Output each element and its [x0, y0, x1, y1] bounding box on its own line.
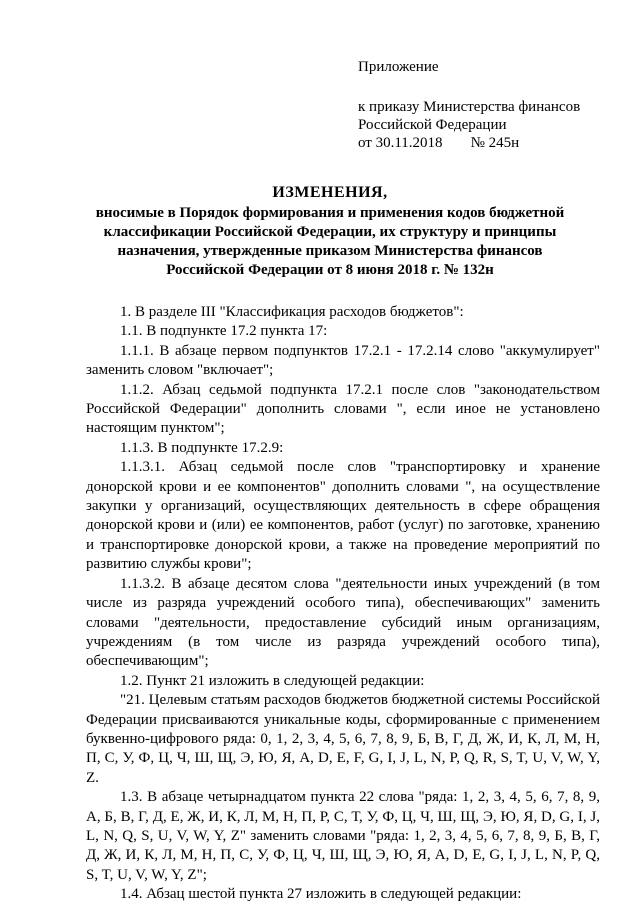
paragraph: 1.1.2. Абзац седьмой подпункта 17.2.1 после слов "законодательством Российской Федерации" дополнить словами ", если иное не установлено настоящим пунктом";	[86, 381, 600, 437]
paragraph: 1.1.3.2. В абзаце десятом слова "деятельности иных учреждений (в том числе из разряда учреждений особого типа), обеспечивающих" заменить словами "деятельности, предоставление субсидий иным организациям, учреждениям (в том числе из разряда учреждений особого типа), обеспечивающим";	[86, 575, 600, 670]
order-date-line	[358, 134, 580, 152]
title-heading: ИЗМЕНЕНИЯ,	[272, 184, 388, 201]
document-body	[86, 303, 600, 905]
paragraph: "21. Целевым статьям расходов бюджетов бюджетной системы Российской Федерации присваиваются уникальные коды, сформированные с применением буквенно-цифрового ряда: 0, 1, 2, 3, 4, 5, 6, 7, 8, 9, Б, В, Г, Д, Ж, И, К, Л, М, Н, П, С, У, Ф, Ц, Ч, Ш, Щ, Э, Ю, Я, A, D, E, F, G, I, J, L, N, P, Q, R, S, T, U, V, W, Y, Z.	[86, 692, 600, 786]
paragraph: 1.1.3. В подпункте 17.2.9:	[120, 439, 284, 456]
document-title	[80, 183, 580, 280]
order-line-1: к приказу Министерства финансов	[358, 99, 581, 115]
title-subtitle: вносимые в Порядок формирования и применения кодов бюджетной классификации Российской Федерации, их структуру и принципы назначения, утвержденные приказом Министерства финансов Российской Федерации от 8 июня 2018 г. № 132н	[95, 205, 565, 278]
paragraph: 1.1. В подпункте 17.2 пункта 17:	[120, 323, 328, 340]
appendix-label: Приложение	[358, 59, 439, 75]
order-number: № 245н	[470, 135, 520, 151]
paragraph: 1.4. Абзац шестой пункта 27 изложить в следующей редакции:	[120, 886, 522, 903]
order-line-2: Российской Федерации	[358, 117, 507, 133]
order-date: от 30.11.2018	[358, 135, 443, 151]
paragraph: 1.1.3.1. Абзац седьмой после слов "транспортировку и хранение донорской крови и ее компонентов" дополнить словами ", на осуществление закупки у организаций, осуществляющих деятельность в сфере обращения донорской крови и (или) ее компонентов, работ (услуг) по заготовке, хранению и транспортировке донорской крови, а также на проведение мероприятий по развитию службы крови";	[86, 459, 600, 573]
paragraph: 1.3. В абзаце четырнадцатом пункта 22 слова "ряда: 1, 2, 3, 4, 5, 6, 7, 8, 9, А, Б, В, Г, Д, Е, Ж, И, К, Л, М, Н, П, Р, С, Т, У, Ф, Ц, Ч, Ш, Щ, Э, Ю, Я, D, G, I, J, L, N, Q, S, U, V, W, Y, Z" заменить словами "ряда: 1, 2, 3, 4, 5, 6, 7, 8, 9, Б, В, Г, Д, Ж, И, К, Л, М, Н, П, С, У, Ф, Ц, Ч, Ш, Щ, Э, Ю, Я, A, D, E, G, I, J, L, N, P, Q, S, T, U, V, W, Y, Z";	[86, 789, 600, 883]
appendix-block	[358, 58, 580, 152]
paragraph: 1.1.1. В абзаце первом подпунктов 17.2.1 - 17.2.14 слово "аккумулирует" заменить словом "включает";	[86, 342, 600, 379]
paragraph: 1.2. Пункт 21 изложить в следующей редакции:	[120, 672, 425, 689]
paragraph: 1. В разделе III "Классификация расходов бюджетов":	[120, 304, 464, 320]
